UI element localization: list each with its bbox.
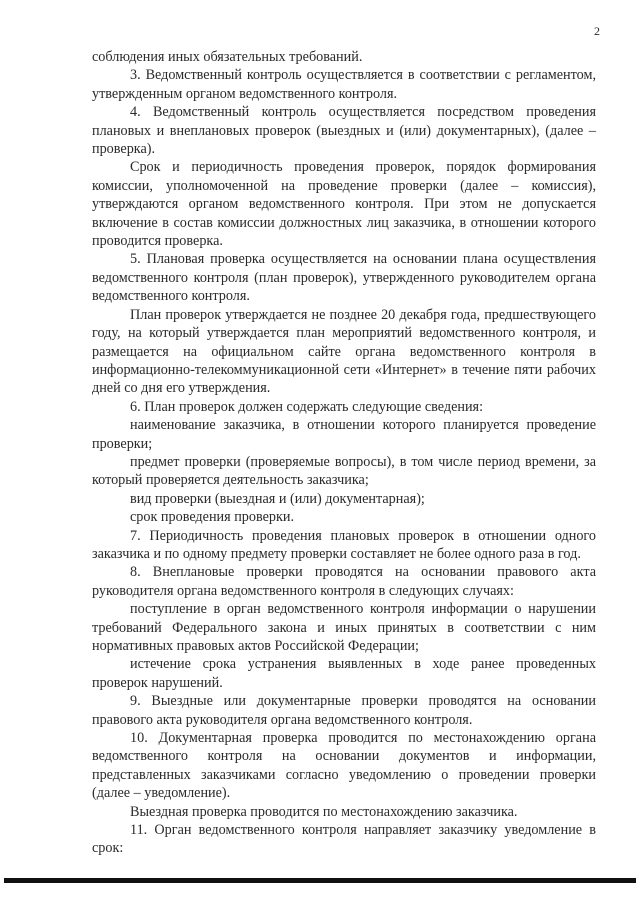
paragraph: 4. Ведомственный контроль осуществляется посредством проведения плановых и внеплановых проверок (выездных и (или) документарных), (далее – проверка). [92,104,596,158]
paragraph: Срок и периодичность проведения проверок, порядок формирования комиссии, уполномоченной на проведение проверки (далее – комиссия), утверждаются органом ведомственного контроля. При этом не допускается включение в состав комиссии должностных лиц заказчика, в отношении которого проводится проверка. [92,159,596,250]
paragraph: срок проведения проверки. [130,509,295,526]
paragraph: Выездная проверка проводится по местонахождению заказчика. [130,803,518,820]
paragraph: вид проверки (выездная и (или) документарная); [130,490,425,507]
paragraph: 7. Периодичность проведения плановых проверок в отношении одного заказчика и по одному предмету проверки составляет не более одного раза в год. [92,527,596,562]
paragraph: 6. План проверок должен содержать следующие сведения: [130,398,484,415]
paragraph: 8. Внеплановые проверки проводятся на основании правового акта руководителя органа ведомственного контроля в следующих случаях: [92,564,596,599]
page-number: 2 [594,24,600,38]
paragraph: 9. Выездные или документарные проверки проводятся на основании правового акта руководителя органа ведомственного контроля. [92,693,596,728]
paragraph: поступление в орган ведомственного контроля информации о нарушении требований Федерального закона и иных принятых в соответствии с ним нормативных правовых актов Российской Федерации; [92,601,596,654]
paragraph: 5. Плановая проверка осуществляется на основании плана осуществления ведомственного контроля (план проверок), утвержденного руководителем органа ведомственного контроля. [92,251,596,305]
document-body [92,48,596,858]
paragraph: истечение срока устранения выявленных в ходе ранее проведенных проверок нарушений. [92,656,596,691]
paragraph: наименование заказчика, в отношении которого планируется проведение проверки; [92,417,596,452]
paragraph: предмет проверки (проверяемые вопросы), в том числе период времени, за который проверяется деятельность заказчика; [92,453,596,489]
paragraph: 10. Документарная проверка проводится по местонахождению органа ведомственного контроля на основании документов и информации, представленных заказчиками согласно уведомлению о проведении проверки (далее – уведомление). [92,730,596,802]
paragraph: соблюдения иных обязательных требований. [92,49,363,65]
scan-edge-rule [4,878,636,883]
paragraph: 11. Орган ведомственного контроля направляет заказчику уведомление в срок: [92,822,596,857]
paragraph: 3. Ведомственный контроль осуществляется в соответствии с регламентом, утвержденным органом ведомственного контроля. [92,67,596,102]
paragraph: План проверок утверждается не позднее 20 декабря года, предшествующего году, на который утверждается план мероприятий ведомственного контроля, и размещается на официальном сайте органа ведомственного контроля в информационно-телекоммуникационной сети «Интернет» в течение пяти рабочих дней со дня его утверждения. [92,306,596,397]
